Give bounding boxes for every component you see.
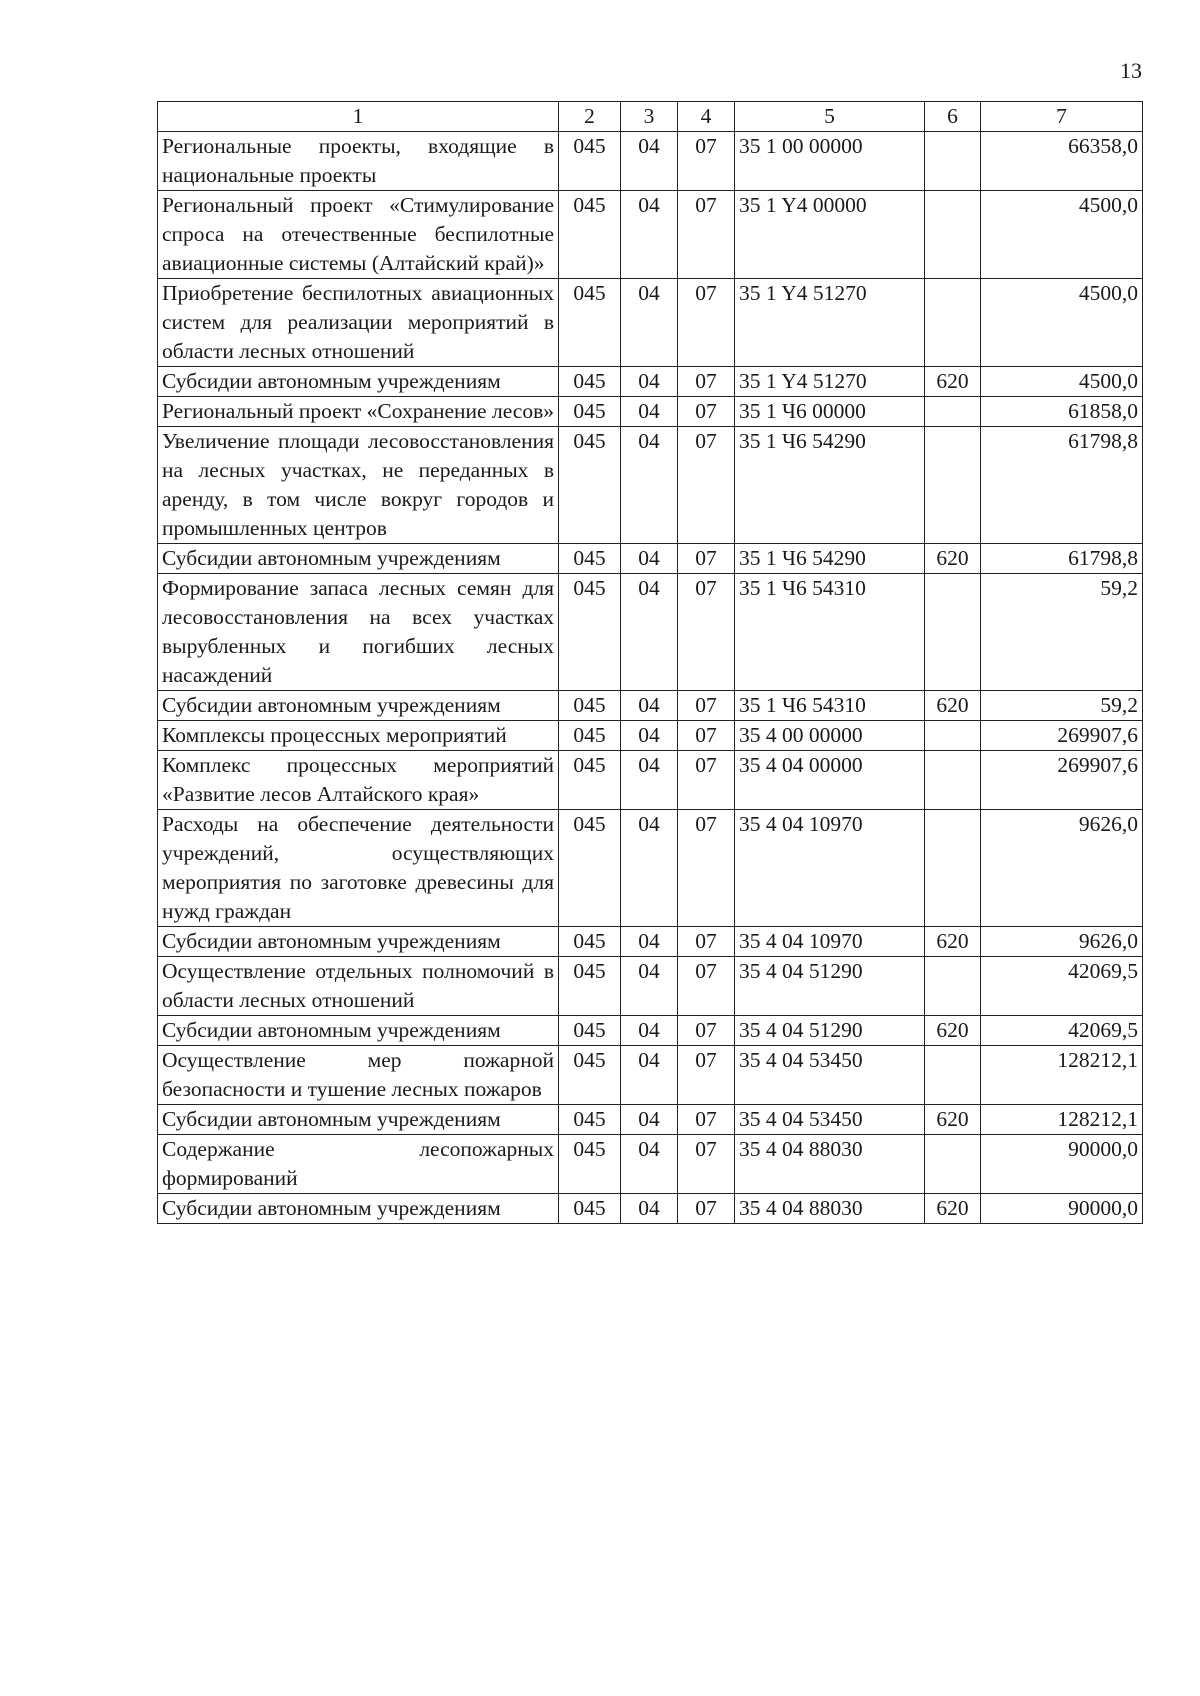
- row-expense-type-cell: 620: [925, 367, 981, 397]
- row-amount-cell: 269907,6: [981, 751, 1143, 810]
- row-expense-type-cell: 620: [925, 1105, 981, 1135]
- row-subsection-cell: 07: [678, 544, 735, 574]
- row-subsection-cell: 07: [678, 1105, 735, 1135]
- table-row: [158, 721, 1143, 751]
- row-name-cell: Формирование запаса лесных семян для лесовосстановления на всех участках вырубленных и погибших лесных насаждений: [158, 574, 559, 691]
- column-header: 1: [158, 102, 559, 132]
- table-header: [158, 102, 1143, 132]
- row-name-cell: Осуществление мер пожарной безопасности и тушение лесных пожаров: [158, 1046, 559, 1105]
- row-ministry-code-cell: 045: [559, 691, 621, 721]
- row-target-article-cell: 35 4 04 53450: [735, 1105, 925, 1135]
- row-ministry-code-cell: 045: [559, 574, 621, 691]
- row-ministry-code-cell: 045: [559, 1105, 621, 1135]
- row-section-cell: 04: [621, 427, 678, 544]
- row-expense-type-cell: [925, 957, 981, 1016]
- row-amount-cell: 90000,0: [981, 1135, 1143, 1194]
- row-subsection-cell: 07: [678, 397, 735, 427]
- table-row: [158, 810, 1143, 927]
- row-expense-type-cell: [925, 810, 981, 927]
- row-amount-cell: 61798,8: [981, 427, 1143, 544]
- row-section-cell: 04: [621, 721, 678, 751]
- row-subsection-cell: 07: [678, 367, 735, 397]
- row-amount-cell: 66358,0: [981, 132, 1143, 191]
- row-ministry-code-cell: 045: [559, 1046, 621, 1105]
- row-subsection-cell: 07: [678, 191, 735, 279]
- row-target-article-cell: 35 4 04 51290: [735, 1016, 925, 1046]
- row-expense-type-cell: 620: [925, 1016, 981, 1046]
- row-name-cell: Субсидии автономным учреждениям: [158, 927, 559, 957]
- row-name-cell: Региональный проект «Сохранение лесов»: [158, 397, 559, 427]
- row-section-cell: 04: [621, 397, 678, 427]
- row-target-article-cell: 35 4 04 88030: [735, 1135, 925, 1194]
- row-target-article-cell: 35 4 04 00000: [735, 751, 925, 810]
- row-expense-type-cell: [925, 751, 981, 810]
- row-section-cell: 04: [621, 1046, 678, 1105]
- row-subsection-cell: 07: [678, 691, 735, 721]
- row-section-cell: 04: [621, 957, 678, 1016]
- row-ministry-code-cell: 045: [559, 367, 621, 397]
- row-target-article-cell: 35 4 04 10970: [735, 927, 925, 957]
- row-expense-type-cell: [925, 279, 981, 367]
- row-target-article-cell: 35 4 04 88030: [735, 1194, 925, 1224]
- row-amount-cell: 269907,6: [981, 721, 1143, 751]
- row-target-article-cell: 35 1 Ч6 54290: [735, 544, 925, 574]
- table-row: [158, 1194, 1143, 1224]
- row-target-article-cell: 35 1 00 00000: [735, 132, 925, 191]
- row-amount-cell: 59,2: [981, 691, 1143, 721]
- row-subsection-cell: 07: [678, 132, 735, 191]
- table-row: [158, 544, 1143, 574]
- table-row: [158, 397, 1143, 427]
- row-subsection-cell: 07: [678, 957, 735, 1016]
- row-section-cell: 04: [621, 751, 678, 810]
- row-name-cell: Содержание лесопожарных формирований: [158, 1135, 559, 1194]
- row-expense-type-cell: [925, 721, 981, 751]
- table-row: [158, 191, 1143, 279]
- table-row: [158, 1016, 1143, 1046]
- table-row: [158, 1046, 1143, 1105]
- row-subsection-cell: 07: [678, 279, 735, 367]
- row-ministry-code-cell: 045: [559, 397, 621, 427]
- row-section-cell: 04: [621, 1135, 678, 1194]
- row-section-cell: 04: [621, 191, 678, 279]
- row-section-cell: 04: [621, 1105, 678, 1135]
- table-row: [158, 957, 1143, 1016]
- table-row: [158, 751, 1143, 810]
- column-header: 4: [678, 102, 735, 132]
- row-subsection-cell: 07: [678, 427, 735, 544]
- row-section-cell: 04: [621, 1016, 678, 1046]
- row-section-cell: 04: [621, 132, 678, 191]
- column-header: 2: [559, 102, 621, 132]
- row-section-cell: 04: [621, 279, 678, 367]
- row-amount-cell: 4500,0: [981, 279, 1143, 367]
- row-ministry-code-cell: 045: [559, 191, 621, 279]
- row-ministry-code-cell: 045: [559, 427, 621, 544]
- page-number: 13: [1120, 58, 1142, 83]
- table-body: [158, 132, 1143, 1224]
- row-subsection-cell: 07: [678, 1135, 735, 1194]
- row-section-cell: 04: [621, 810, 678, 927]
- row-expense-type-cell: [925, 427, 981, 544]
- row-name-cell: Субсидии автономным учреждениям: [158, 1105, 559, 1135]
- row-name-cell: Комплекс процессных мероприятий «Развитие лесов Алтайского края»: [158, 751, 559, 810]
- table-row: [158, 691, 1143, 721]
- row-subsection-cell: 07: [678, 721, 735, 751]
- table-row: [158, 279, 1143, 367]
- row-expense-type-cell: [925, 132, 981, 191]
- row-name-cell: Осуществление отдельных полномочий в области лесных отношений: [158, 957, 559, 1016]
- row-amount-cell: 61798,8: [981, 544, 1143, 574]
- row-amount-cell: 128212,1: [981, 1105, 1143, 1135]
- row-expense-type-cell: [925, 191, 981, 279]
- row-section-cell: 04: [621, 574, 678, 691]
- row-ministry-code-cell: 045: [559, 751, 621, 810]
- row-ministry-code-cell: 045: [559, 721, 621, 751]
- table-row: [158, 574, 1143, 691]
- header-row: [158, 102, 1143, 132]
- row-subsection-cell: 07: [678, 574, 735, 691]
- row-section-cell: 04: [621, 544, 678, 574]
- row-name-cell: Субсидии автономным учреждениям: [158, 367, 559, 397]
- budget-table: [157, 101, 1143, 1224]
- table-row: [158, 927, 1143, 957]
- row-expense-type-cell: 620: [925, 544, 981, 574]
- row-section-cell: 04: [621, 1194, 678, 1224]
- row-expense-type-cell: [925, 574, 981, 691]
- row-amount-cell: 90000,0: [981, 1194, 1143, 1224]
- row-subsection-cell: 07: [678, 1046, 735, 1105]
- row-amount-cell: 59,2: [981, 574, 1143, 691]
- row-ministry-code-cell: 045: [559, 544, 621, 574]
- column-header: 5: [735, 102, 925, 132]
- row-name-cell: Региональные проекты, входящие в национальные проекты: [158, 132, 559, 191]
- row-amount-cell: 4500,0: [981, 191, 1143, 279]
- row-amount-cell: 9626,0: [981, 927, 1143, 957]
- table-row: [158, 1135, 1143, 1194]
- row-target-article-cell: 35 4 04 53450: [735, 1046, 925, 1105]
- row-subsection-cell: 07: [678, 1194, 735, 1224]
- row-ministry-code-cell: 045: [559, 927, 621, 957]
- row-name-cell: Субсидии автономным учреждениям: [158, 691, 559, 721]
- row-name-cell: Расходы на обеспечение деятельности учреждений, осуществляющих мероприятия по заготовке древесины для нужд граждан: [158, 810, 559, 927]
- row-target-article-cell: 35 1 Ч6 54310: [735, 691, 925, 721]
- row-subsection-cell: 07: [678, 810, 735, 927]
- row-target-article-cell: 35 4 00 00000: [735, 721, 925, 751]
- row-target-article-cell: 35 1 Ч6 54310: [735, 574, 925, 691]
- row-name-cell: Субсидии автономным учреждениям: [158, 544, 559, 574]
- row-expense-type-cell: [925, 397, 981, 427]
- row-subsection-cell: 07: [678, 1016, 735, 1046]
- row-subsection-cell: 07: [678, 751, 735, 810]
- row-expense-type-cell: [925, 1046, 981, 1105]
- column-header: 7: [981, 102, 1143, 132]
- row-amount-cell: 128212,1: [981, 1046, 1143, 1105]
- row-target-article-cell: 35 1 Y4 51270: [735, 279, 925, 367]
- row-ministry-code-cell: 045: [559, 810, 621, 927]
- row-name-cell: Субсидии автономным учреждениям: [158, 1194, 559, 1224]
- row-expense-type-cell: [925, 1135, 981, 1194]
- row-name-cell: Приобретение беспилотных авиационных систем для реализации мероприятий в области лесных отношений: [158, 279, 559, 367]
- table-row: [158, 427, 1143, 544]
- row-ministry-code-cell: 045: [559, 279, 621, 367]
- row-section-cell: 04: [621, 927, 678, 957]
- row-name-cell: Увеличение площади лесовосстановления на лесных участках, не переданных в аренду, в том числе вокруг городов и промышленных центров: [158, 427, 559, 544]
- row-ministry-code-cell: 045: [559, 957, 621, 1016]
- row-ministry-code-cell: 045: [559, 1135, 621, 1194]
- row-ministry-code-cell: 045: [559, 1016, 621, 1046]
- row-name-cell: Региональный проект «Стимулирование спроса на отечественные беспилотные авиационные системы (Алтайский край)»: [158, 191, 559, 279]
- row-target-article-cell: 35 1 Ч6 00000: [735, 397, 925, 427]
- row-target-article-cell: 35 4 04 10970: [735, 810, 925, 927]
- row-amount-cell: 42069,5: [981, 1016, 1143, 1046]
- row-target-article-cell: 35 4 04 51290: [735, 957, 925, 1016]
- row-target-article-cell: 35 1 Ч6 54290: [735, 427, 925, 544]
- column-header: 6: [925, 102, 981, 132]
- row-name-cell: Комплексы процессных мероприятий: [158, 721, 559, 751]
- row-ministry-code-cell: 045: [559, 1194, 621, 1224]
- row-amount-cell: 9626,0: [981, 810, 1143, 927]
- row-amount-cell: 61858,0: [981, 397, 1143, 427]
- row-expense-type-cell: 620: [925, 927, 981, 957]
- row-amount-cell: 4500,0: [981, 367, 1143, 397]
- column-header: 3: [621, 102, 678, 132]
- row-section-cell: 04: [621, 367, 678, 397]
- row-ministry-code-cell: 045: [559, 132, 621, 191]
- table-row: [158, 367, 1143, 397]
- row-expense-type-cell: 620: [925, 691, 981, 721]
- row-expense-type-cell: 620: [925, 1194, 981, 1224]
- row-amount-cell: 42069,5: [981, 957, 1143, 1016]
- row-section-cell: 04: [621, 691, 678, 721]
- row-subsection-cell: 07: [678, 927, 735, 957]
- row-target-article-cell: 35 1 Y4 51270: [735, 367, 925, 397]
- row-target-article-cell: 35 1 Y4 00000: [735, 191, 925, 279]
- table-row: [158, 1105, 1143, 1135]
- table-row: [158, 132, 1143, 191]
- row-name-cell: Субсидии автономным учреждениям: [158, 1016, 559, 1046]
